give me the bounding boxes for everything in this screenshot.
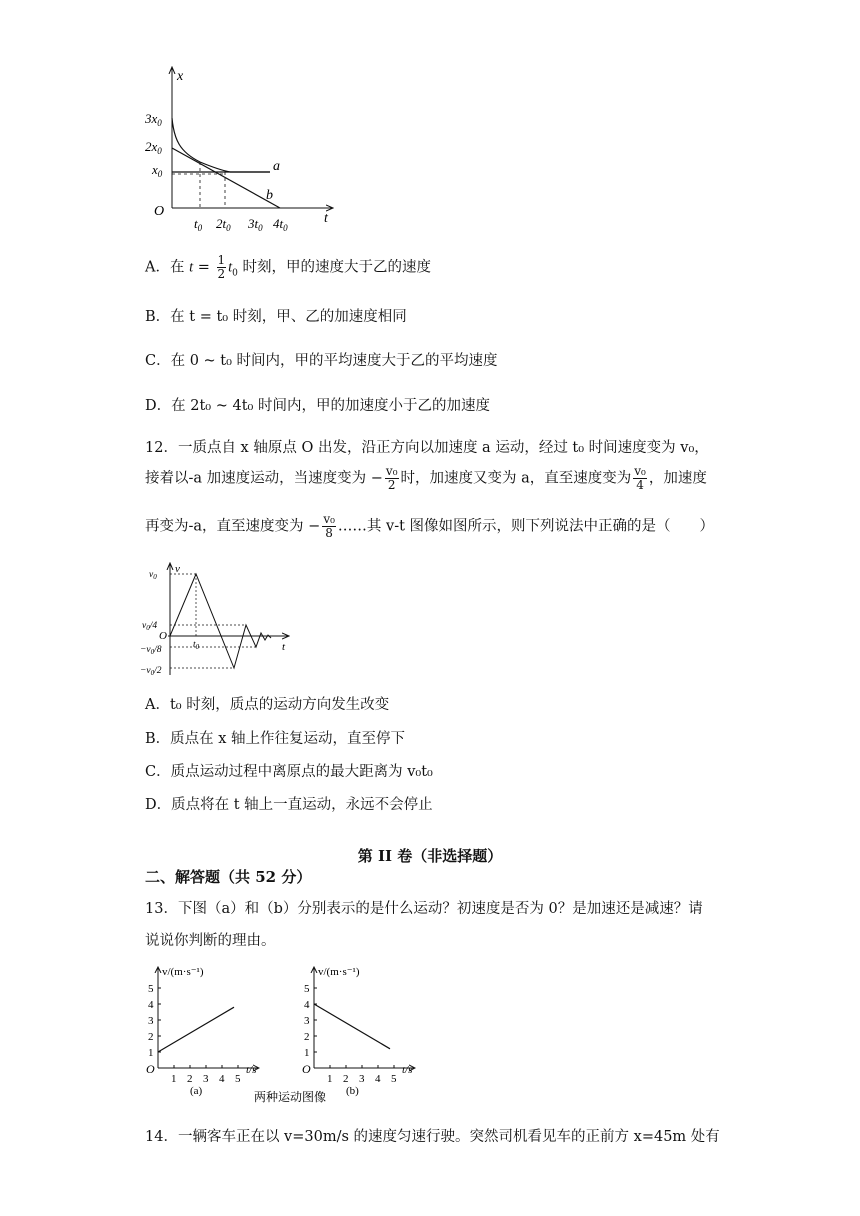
q13-line1: 13．下图（a）和（b）分别表示的是什么运动？初速度是否为 0？是加速还是减速？请: [145, 901, 703, 917]
chart-b-x-tick-label: 3: [359, 1073, 365, 1085]
chart-b-origin: O: [302, 1062, 311, 1076]
chart-b-x-tick-label: 2: [343, 1073, 349, 1085]
x-tick-4t0: $4t_0$: [273, 216, 288, 233]
x-tick-2t0: $2t_0$: [216, 216, 231, 233]
chart-a-x-tick-label: 4: [219, 1073, 225, 1085]
chart-b-x-label: t/s: [402, 1064, 413, 1076]
chart-a-y-tick-label: 2: [148, 1031, 154, 1043]
q11-a-post: 时刻，甲的速度大于乙的速度: [242, 259, 432, 276]
chart-a-series-line: [158, 1007, 234, 1052]
vt-x-t0: $t_0$: [193, 640, 200, 651]
q11-a-t: t: [189, 259, 194, 276]
xt-graph: [140, 60, 340, 235]
chart-b-y-label: v/(m·s⁻¹): [318, 966, 360, 978]
q12-frac-v0-8: $\frac{\text{v₀}}{8}$: [323, 512, 335, 540]
vt-origin: O: [159, 630, 167, 642]
q12-option-c: C．质点运动过程中离原点的最大距离为 v₀t₀: [145, 764, 433, 780]
chart-b-x-tick-label: 5: [391, 1073, 397, 1085]
y-tick-3x0: $3x_0$: [145, 111, 162, 128]
q13-charts: [140, 958, 440, 1108]
chart-b-y-tick-label: 4: [304, 999, 310, 1011]
section-title: 第 II 卷（非选择题）: [357, 847, 503, 865]
chart-b-y-tick-label: 2: [304, 1031, 310, 1043]
chart-a-x-tick-label: 5: [235, 1073, 241, 1085]
y-tick-x0: $x_0$: [152, 162, 163, 179]
chart-a-origin: O: [146, 1062, 155, 1076]
chart-a: [146, 966, 258, 1097]
q11-option-c: C．在 0 ~ t₀ 时间内，甲的平均速度大于乙的平均速度: [145, 353, 498, 369]
q11-a-pre: A．在: [145, 259, 185, 276]
chart-a-y-label: v/(m·s⁻¹): [162, 966, 204, 978]
vt-y-v0: $v_0$: [149, 570, 157, 581]
vt-y-v0-4: $v_0/4$: [142, 621, 158, 632]
chart-b-y-tick-label: 1: [304, 1047, 310, 1059]
vt-y-neg-v0-8: $-v_0/8$: [140, 645, 162, 656]
chart-a-x-tick-label: 3: [203, 1073, 209, 1085]
vt-curve: [170, 574, 271, 668]
vt-y-neg-v0-2: $-v_0/2$: [140, 666, 162, 677]
chart-caption: 两种运动图像: [254, 1090, 327, 1104]
q12-option-b: B．质点在 x 轴上作往复运动，直至停下: [145, 731, 406, 747]
chart-b-x-tick-label: 4: [375, 1073, 381, 1085]
chart-a-y-tick-label: 4: [148, 999, 154, 1011]
y-tick-2x0: $2x_0$: [145, 139, 162, 156]
q12-frac-v0-2: $\frac{\text{v₀}}{2}$: [385, 464, 398, 492]
line-b-label: b: [266, 188, 273, 203]
q12-option-a: A．t₀ 时刻，质点的运动方向发生改变: [145, 697, 390, 713]
q11-option-a: A．在 t = $\frac{1}{2}$ $t_0$ 时刻，甲的速度大于乙的速度: [145, 253, 432, 281]
chart-a-x-tick-label: 2: [187, 1073, 193, 1085]
chart-a-x-tick-label: 1: [171, 1073, 177, 1085]
origin-label: O: [154, 204, 165, 219]
x-tick-3t0: $3t_0$: [248, 216, 263, 233]
chart-b-series-line: [314, 1004, 390, 1049]
vt-y-label: v: [175, 563, 180, 575]
chart-b-y-tick-label: 3: [304, 1015, 310, 1027]
chart-a-y-tick-label: 3: [148, 1015, 154, 1027]
q14-line1: 14．一辆客车正在以 v=30m/s 的速度匀速行驶。突然司机看见车的正前方 x=45m 处有: [145, 1129, 720, 1145]
chart-b: [302, 966, 414, 1097]
chart-b-x-tick-label: 1: [327, 1073, 333, 1085]
q11-option-b: B．在 t = t₀ 时刻，甲、乙的加速度相同: [145, 309, 407, 325]
q12-line3: 再变为-a，直至速度变为 − $\frac{\text{v₀}}{8}$ ……其 v-t 图像如图所示，则下列说法中正确的是（ ）: [145, 512, 715, 540]
chart-b-y-tick-label: 5: [304, 983, 310, 995]
vt-x-label: t: [282, 641, 286, 653]
vt-graph: [140, 560, 300, 680]
q13-line2: 说说你判断的理由。: [145, 933, 276, 949]
line-a-label: a: [273, 159, 280, 174]
x-tick-t0: $t_0$: [194, 216, 203, 233]
section-heading: 二、解答题（共 52 分）: [145, 868, 312, 886]
chart-a-label: (a): [190, 1085, 203, 1097]
q12-line2: 接着以-a 加速度运动，当速度变为 − $\frac{\text{v₀}}{2}$ 时，加速度又变为 a，直至速度变为 $\frac{\text{v₀}}{4}$ ，加速度: [145, 464, 707, 492]
q12-option-d: D．质点将在 t 轴上一直运动，永远不会停止: [145, 797, 433, 813]
chart-a-x-label: t/s: [246, 1064, 257, 1076]
chart-a-y-tick-label: 1: [148, 1047, 154, 1059]
q12-line1: 12．一质点自 x 轴原点 O 出发，沿正方向以加速度 a 运动，经过 t₀ 时间速度变为 v₀，: [145, 440, 709, 456]
x-axis-label: t: [324, 211, 328, 226]
chart-b-label: (b): [346, 1085, 359, 1097]
y-axis-label: x: [177, 69, 184, 84]
chart-a-y-tick-label: 5: [148, 983, 154, 995]
q11-option-d: D．在 2t₀ ~ 4t₀ 时间内，甲的加速度小于乙的加速度: [145, 398, 490, 414]
q11-a-eq: =: [193, 259, 215, 276]
line-b: [172, 148, 280, 208]
q12-frac-v0-4: $\frac{\text{v₀}}{4}$: [634, 464, 646, 492]
q11-a-frac: $\frac{1}{2}$: [217, 253, 226, 281]
